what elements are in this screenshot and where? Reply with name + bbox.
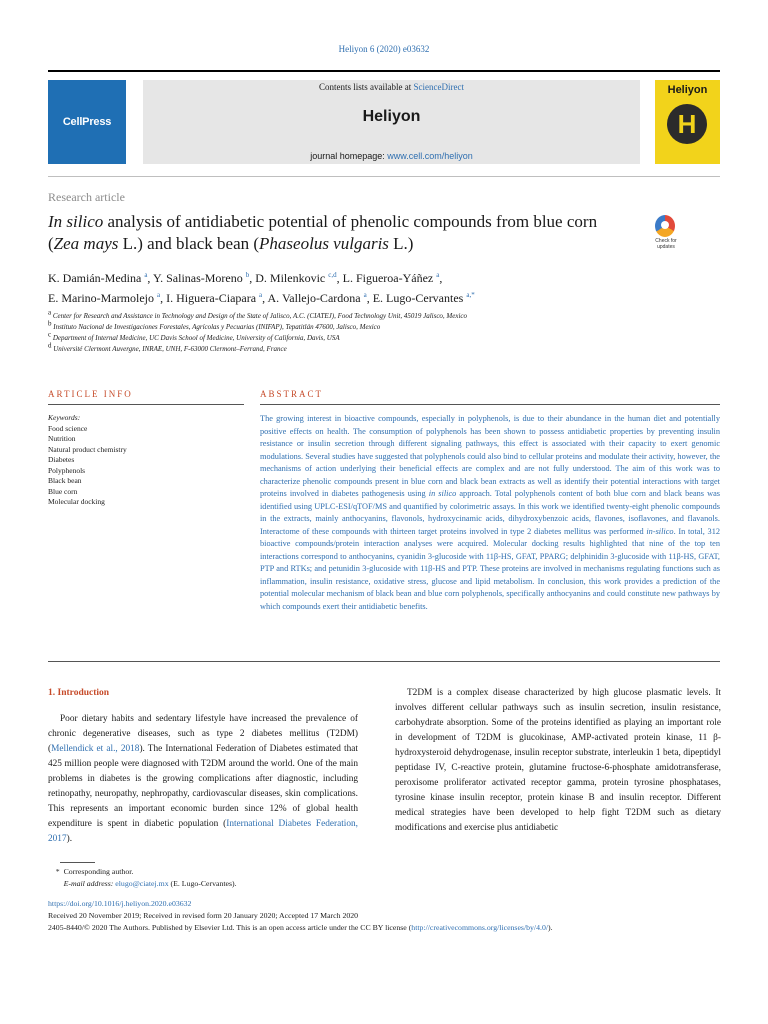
homepage-link[interactable]: www.cell.com/heliyon — [387, 151, 473, 161]
affiliation-text: Université Clermont Auvergne, INRAE, UNH, F-63000 Clermont–Ferrand, France — [53, 345, 287, 353]
affiliation-item — [48, 308, 720, 322]
contents-available — [143, 82, 640, 92]
abstract-italic-2: in-silico — [646, 526, 674, 536]
abstract-part-2: approach. Total polyphenols content of both blue corn and black beans was identified using UPLC-ESI/qTOF/MS and quantified by colorimetric assays. In this work we identified twenty-eight phenolic compounds in the extracts, mainly anthocyanins, flavonols, hydroxycinamic acids, dihydroxybenzoic acids, flavones, isoflavones, and flavanols. Interactome of these compounds with thirteen target proteins involved in type 2 diabetes mellitus was performed — [260, 489, 720, 536]
citation-link[interactable]: International Diabetes Federation, 2017 — [48, 819, 358, 844]
keyword: Natural product chemistry — [48, 444, 127, 454]
footnote-divider — [60, 862, 95, 863]
keyword: Blue corn — [48, 486, 78, 496]
journal-name: Heliyon — [362, 108, 421, 125]
keyword: Molecular docking — [48, 497, 105, 506]
abstract-heading: ABSTRACT — [260, 389, 324, 399]
keyword: Black bean — [48, 476, 82, 485]
intro-paragraph — [48, 712, 358, 847]
body-column-left — [48, 686, 358, 847]
journal-cover[interactable] — [655, 80, 720, 164]
abstract-text — [260, 413, 720, 613]
sciencedirect-link[interactable]: ScienceDirect — [413, 82, 464, 92]
cover-title: Heliyon — [667, 84, 708, 96]
author-affiliation-mark[interactable]: b — [245, 271, 250, 279]
affiliation-key: b — [48, 319, 52, 328]
corresponding-label: Corresponding author. — [63, 867, 134, 876]
affiliation-key: d — [48, 341, 52, 350]
keyword: Polyphenols — [48, 465, 86, 475]
keywords-label: Keywords: — [48, 413, 81, 422]
check-updates-label: Check for updates — [655, 238, 677, 250]
corresponding-author-note — [48, 866, 720, 878]
author-affiliation-mark[interactable]: a — [144, 271, 148, 279]
check-for-updates-button[interactable] — [647, 215, 685, 255]
abstract-divider — [260, 404, 720, 405]
abstract-part-1: The growing interest in bioactive compounds, especially in polyphenols, is due to their abundance in the human diet and potentially positive effects on health. The consumption of polyphenols has been shown to possess antidiabetic properties by preventing insulin resistance or insulin secretion through different signaling pathways, this effect is associated with their capacity to exert genomic modulations. Several studies have suggested that polyphenols could also bind to cellular proteins and modulate their activity, however, the mechanisms of action underlying their beneficial effects are complex and are not fully understood. The aim of this work was to characterize phenolic compounds present in blue corn and black bean extracts as well as identify their potential interactions with target proteins involved in diabetes pathogenesis using — [260, 414, 720, 498]
footnote-mark: * — [55, 867, 60, 876]
author-name[interactable]: E. Marino-Marmolejo — [48, 291, 154, 305]
article-info-heading: ARTICLE INFO — [48, 389, 133, 399]
author-affiliation-mark[interactable]: a — [156, 291, 161, 299]
email-name: (E. Lugo-Cervantes). — [168, 879, 237, 888]
abstract-italic-1: in silico — [428, 489, 457, 498]
title-italic-5: Phaseolus vulgaris — [259, 234, 389, 253]
title-italic-1: In silico — [48, 212, 104, 231]
title-text-2: analysis of antidiabetic potential of phenolic compounds from blue corn ( — [48, 212, 598, 253]
affiliation-item — [48, 319, 720, 333]
introduction-heading: 1. Introduction — [48, 688, 110, 698]
title-text-6: L.) — [388, 234, 414, 253]
license-link[interactable]: http://creativecommons.org/licenses/by/4.0/ — [411, 923, 549, 932]
email-link[interactable]: elugo@ciatej.mx — [115, 879, 169, 888]
intro-text-b: ). The International Federation of Diabetes estimated that 425 million people were diagnosed with T2DM around the world. One of the main problems in diabetes is the growing complications after diagnostic, including retinopathy, neuropathy, nephropathy, cardiovascular diseases, skin complications. This represents an important economic burden since 12% of global health expenditure is spent in diabetic population ( — [48, 744, 358, 829]
license-suffix: ). — [548, 923, 553, 932]
license-line — [48, 922, 738, 934]
author-name[interactable]: K. Damián-Medina — [48, 271, 142, 285]
homepage-prefix: journal homepage: — [310, 151, 388, 161]
keywords-block — [48, 413, 244, 508]
body-column-right — [395, 686, 721, 836]
intro-text-a: Poor dietary habits and sedentary lifestyle have increased the prevalence of chronic degenerative diseases, such as type 2 diabetes mellitus (T2DM) ( — [48, 714, 358, 754]
title-italic-3: Zea mays — [53, 234, 119, 253]
author-affiliation-mark[interactable]: a — [436, 271, 440, 279]
author-affiliation-mark[interactable]: a — [259, 291, 263, 299]
author-name[interactable]: L. Figueroa-Yáñez — [342, 271, 434, 285]
journal-reference[interactable]: Heliyon 6 (2020) e03632 — [338, 44, 430, 54]
author-affiliation-mark[interactable]: a,* — [466, 291, 475, 299]
author-affiliation-mark[interactable]: c,d — [328, 271, 337, 279]
abstract-part-3: . In total, 312 bioactive compounds/protein interaction analyses were acquired. Molecular docking results highlighted that nine of the top ten interactions correspond to anthocyanins, cyanidin 3-glucoside with 11β-HS, GFAT, PPARG; delphinidin 3-glucoside with 11β-HS, GFAT, PTP and RTKs; and petunidin 3-glucoside with 11β-HS and PTP. These proteins are involved in mechanisms regulating functions such as inflammation, insulin resistance, oxidative stress, glucose and lipid metabolism. In conclusion, this work provides a prediction of the potential molecular mechanism of black bean and blue corn polyphenols, specifically anthocyanins and could constitute new pathways by which compounds exert their antidiabetic benefits. — [260, 526, 721, 611]
author-name[interactable]: E. Lugo-Cervantes — [372, 291, 464, 305]
affiliation-item — [48, 341, 720, 355]
email-note — [48, 878, 720, 890]
header-divider — [48, 70, 720, 72]
author-name[interactable]: I. Higuera-Ciapara — [166, 291, 257, 305]
article-type: Research article — [48, 190, 125, 204]
license-prefix: 2405-8440/© 2020 The Authors. Published by Elsevier Ltd. This is an open access article under the CC BY license ( — [48, 923, 412, 932]
affiliation-key: a — [48, 308, 52, 317]
email-label: E-mail address: — [63, 879, 114, 888]
doi-link[interactable]: https://doi.org/10.1016/j.heliyon.2020.e03632 — [48, 899, 192, 908]
keyword: Diabetes — [48, 455, 75, 464]
author-name[interactable]: D. Milenkovic — [255, 271, 326, 285]
keyword: Nutrition — [48, 434, 76, 443]
affiliation-text: Department of Internal Medicine, UC Davis School of Medicine, University of California, Davis, USA — [52, 334, 340, 342]
publisher-logo-text: CellPress — [62, 116, 112, 128]
author-name[interactable]: Y. Salinas-Moreno — [152, 271, 243, 285]
citation-link[interactable]: Mellendick et al., 2018 — [51, 744, 140, 754]
author-list: K. Damián-Medina $^a$, Y. Salinas-Moreno $^b$, D. Milenkovic $^{c,d}$, L. Figueroa-Yáñez $^a$, E. Marino-Marmolejo $^a$, I. Higuera-Ciapara $^a$, A. Vallejo-Cardona $^a$, E. Lugo-Cervantes $^{a,*}$ — [48, 271, 475, 305]
article-title — [48, 211, 628, 255]
title-text-4: L.) and black bean ( — [118, 234, 260, 253]
author-affiliation-mark[interactable]: a — [363, 291, 367, 299]
footnote — [48, 866, 720, 890]
received-dates: Received 20 November 2019; Received in revised form 20 January 2020; Accepted 17 March 2020 — [48, 911, 359, 920]
affiliation-item — [48, 330, 720, 344]
contents-prefix: Contents lists available at — [319, 82, 414, 92]
check-updates-icon — [655, 215, 675, 237]
article-info-divider — [48, 404, 244, 405]
abstract-bottom-divider — [48, 661, 720, 662]
intro-paragraph-right: T2DM is a complex disease characterized by high glucose plasmatic levels. It involves different cellular pathways such as insulin secretion, insulin resistance, carbohydrate absorption. Some of the proteins identified as playing an important role in development of T2DM is glucokinase, AMP-activated protein kinase, 11 β-hydroxysteroid dehydrogenase, insulin receptor substrate, interleukin 1 beta, dipeptidyl peptidase IV, C-reactive protein, glutamine fructose-6-phosphate amidotransferase, peroxisome proliferator activated receptor gamma, protein tyrosine phosphatases, tyrosine kinase insulin receptor, protein kinase B and insulin receptor. Different medical strategies have been developed to help fight T2DM such as dietary modifications and exercise plus antidiabetic — [395, 688, 721, 833]
affiliation-text: Center for Research and Assistance in Technology and Design of the State of Jalisco, A.C. (CIATEJ), Food Technology Unit, 45019 Jalisco, Mexico — [52, 312, 468, 320]
journal-homepage — [143, 151, 640, 161]
author-name[interactable]: A. Vallejo-Cardona — [267, 291, 361, 305]
cellpress-logo[interactable] — [48, 80, 126, 164]
affiliations — [48, 308, 720, 355]
affiliation-text: Instituto Nacional de Investigaciones Forestales, Agrícolas y Pecuarias (INIFAP), Tepatitlán 47600, Jalisco, Mexico — [53, 323, 381, 331]
keyword: Food science — [48, 423, 88, 433]
affiliation-key: c — [48, 330, 52, 339]
publication-info — [48, 898, 738, 934]
header-bottom-divider — [48, 176, 720, 177]
intro-text-c: ). — [66, 834, 73, 844]
journal-banner — [143, 80, 640, 164]
cover-logo-icon: H — [667, 104, 707, 144]
